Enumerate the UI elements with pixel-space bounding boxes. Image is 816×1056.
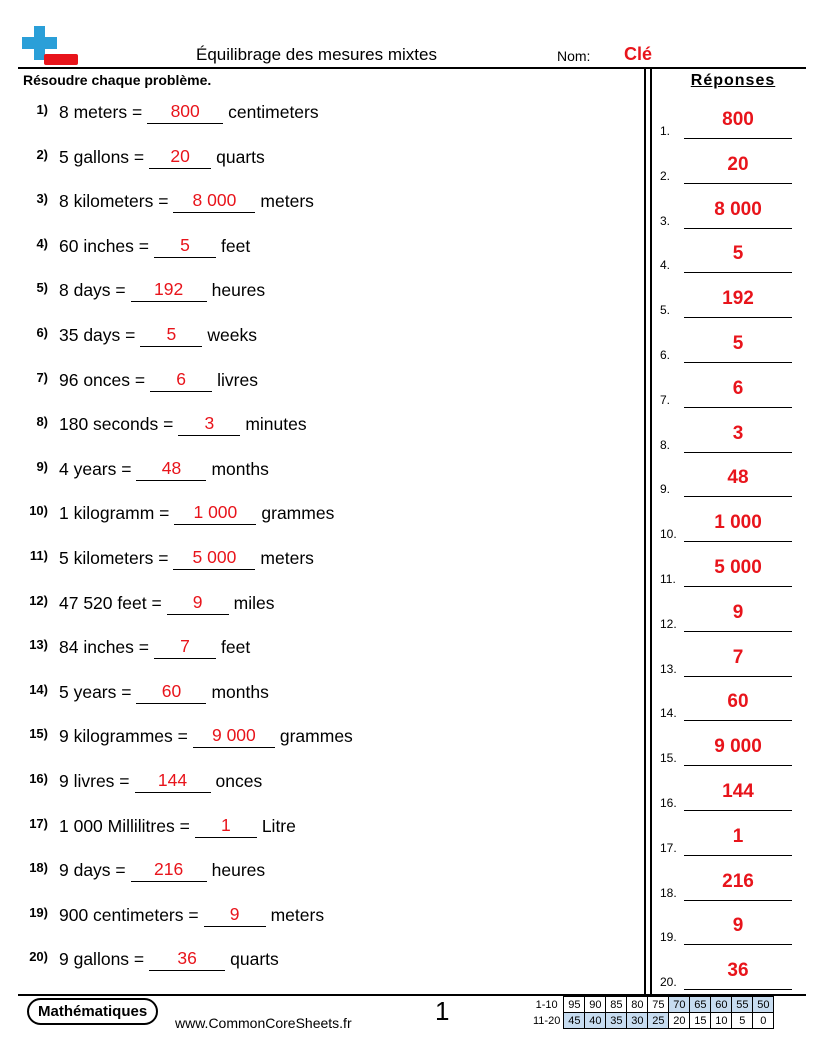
score-row <box>530 1013 774 1029</box>
problem-answer-blank: 5 <box>154 235 216 258</box>
answer-row <box>660 547 792 587</box>
problem-answer-blank: 5 000 <box>173 547 255 570</box>
problem-unit: heures <box>211 860 266 881</box>
answer-row <box>660 861 792 901</box>
answer-number: 3. <box>660 213 671 228</box>
problem-number: 11) <box>29 548 48 563</box>
problem-unit: heures <box>211 280 266 301</box>
answer-value: 1 000 <box>684 511 792 542</box>
problem-unit: centimeters <box>228 102 319 122</box>
problem-unit: feet <box>221 637 251 658</box>
score-row <box>530 997 774 1013</box>
answer-value: 1 <box>684 825 792 856</box>
score-cell: 50 <box>753 997 774 1013</box>
problem-unit: Litre <box>261 815 296 836</box>
problem-row <box>18 815 296 845</box>
score-row-label: 11-20 <box>533 1014 561 1027</box>
problem-given: 9 livres = <box>59 771 130 791</box>
answer-row <box>660 323 792 363</box>
answer-row <box>660 413 792 453</box>
answer-value: 20 <box>684 153 792 184</box>
problem-number: 6) <box>36 325 48 340</box>
problem-number: 3) <box>36 191 48 207</box>
subject-badge: Mathématiques <box>27 998 158 1025</box>
answer-number: 7. <box>660 392 671 407</box>
problem-row <box>18 458 269 488</box>
score-cell: 65 <box>690 997 711 1013</box>
problem-answer-blank: 9 <box>204 904 266 927</box>
answer-row <box>660 816 792 856</box>
problem-unit: meters <box>270 904 325 925</box>
answer-number: 13. <box>660 661 677 676</box>
problem-answer-blank: 36 <box>149 948 225 971</box>
score-cell: 10 <box>711 1013 732 1029</box>
problem-unit: months <box>211 458 269 479</box>
problem-row <box>18 413 307 443</box>
problem-given: 35 days = <box>59 325 136 345</box>
answer-number: 17. <box>660 840 677 855</box>
problem-number: 4) <box>36 235 48 251</box>
problem-given: 9 gallons = <box>59 949 145 970</box>
answer-number: 1. <box>660 124 671 138</box>
score-table <box>530 996 774 1029</box>
problem-answer-blank: 20 <box>149 146 211 169</box>
problem-unit: onces <box>215 771 263 791</box>
score-cell: 40 <box>585 1013 606 1029</box>
answer-number: 15. <box>660 751 677 766</box>
score-cell: 25 <box>648 1013 669 1029</box>
problem-unit: months <box>211 681 269 702</box>
score-cell: 75 <box>648 997 669 1013</box>
problem-number: 17) <box>29 815 48 831</box>
problem-unit: grammes <box>261 503 335 524</box>
problem-number: 5) <box>36 280 48 296</box>
score-cell: 0 <box>753 1013 774 1029</box>
problem-unit: meters <box>260 191 314 212</box>
answer-number: 14. <box>660 706 677 721</box>
problem-row <box>18 770 262 800</box>
score-cell: 30 <box>627 1013 648 1029</box>
problem-given: 8 kilometers = <box>59 191 169 212</box>
problem-number: 14) <box>29 681 48 697</box>
answer-row <box>660 681 792 721</box>
answer-number: 2. <box>660 168 671 183</box>
problem-number: 10) <box>29 503 48 519</box>
answer-number: 19. <box>660 930 677 945</box>
problem-row <box>18 101 319 131</box>
answer-value: 9 <box>684 601 792 632</box>
name-label: Nom: <box>557 48 591 64</box>
problem-row <box>18 681 269 711</box>
problem-number: 13) <box>29 637 48 653</box>
score-cell: 95 <box>564 997 585 1013</box>
problem-number: 8) <box>36 414 48 430</box>
problem-number: 7) <box>36 369 48 385</box>
answer-value: 6 <box>684 377 792 408</box>
answer-number: 8. <box>660 437 671 452</box>
problem-answer-blank: 48 <box>136 458 206 481</box>
answer-number: 12. <box>660 616 677 631</box>
problem-answer-blank: 144 <box>135 770 211 793</box>
answer-value: 800 <box>684 108 792 139</box>
answer-row <box>660 368 792 408</box>
plus-minus-icon <box>22 26 80 68</box>
problem-number: 18) <box>29 860 48 876</box>
problem-row <box>18 547 314 577</box>
answer-row <box>660 905 792 945</box>
answer-row <box>660 189 792 229</box>
site-url: www.CommonCoreSheets.fr <box>175 1015 352 1031</box>
name-value: Clé <box>624 44 653 64</box>
problem-number: 15) <box>29 726 48 742</box>
problem-answer-blank: 1 <box>195 815 257 838</box>
answer-number: 9. <box>660 482 671 497</box>
score-cell: 45 <box>564 1013 585 1029</box>
answer-number: 4. <box>660 258 671 273</box>
answer-row <box>660 592 792 632</box>
problem-unit: livres <box>217 369 258 390</box>
answer-value: 48 <box>684 466 792 497</box>
answer-value: 9 <box>684 914 792 945</box>
answer-value: 36 <box>684 959 792 990</box>
problem-answer-blank: 60 <box>136 681 206 704</box>
problem-row <box>18 636 250 666</box>
problem-answer-blank: 9 000 <box>193 725 275 748</box>
score-cell: 5 <box>732 1013 753 1029</box>
score-cell: 60 <box>711 997 732 1013</box>
problem-given: 84 inches = <box>59 637 149 658</box>
problem-row <box>18 190 314 220</box>
problem-row <box>18 324 257 354</box>
answer-value: 5 <box>684 332 792 363</box>
answer-number: 18. <box>660 885 677 900</box>
problem-answer-blank: 1 000 <box>174 502 256 525</box>
score-row-label: 1-10 <box>535 998 558 1011</box>
problem-given: 8 days = <box>59 280 126 301</box>
problem-number: 12) <box>29 592 48 608</box>
page-number: 1 <box>435 996 450 1026</box>
problem-answer-blank: 800 <box>147 101 223 124</box>
problem-given: 96 onces = <box>59 369 146 390</box>
answer-row <box>660 278 792 318</box>
problem-given: 4 years = <box>59 458 132 479</box>
score-cell: 35 <box>606 1013 627 1029</box>
answer-value: 3 <box>684 422 792 453</box>
score-cell: 20 <box>669 1013 690 1029</box>
score-cell: 90 <box>585 997 606 1013</box>
problem-given: 5 years = <box>59 681 132 702</box>
problem-number: 2) <box>36 146 48 162</box>
answer-row <box>660 99 792 139</box>
problem-unit: quarts <box>216 146 265 167</box>
answer-number: 6. <box>660 348 671 362</box>
answer-value: 5 000 <box>684 556 792 587</box>
problem-row <box>18 235 250 265</box>
answers-title: Réponses <box>690 72 776 89</box>
problem-given: 5 kilometers = <box>59 548 169 568</box>
problem-given: 900 centimeters = <box>59 904 199 925</box>
problem-row <box>18 592 275 622</box>
answer-value: 9 000 <box>684 735 792 766</box>
answer-number: 10. <box>660 527 677 542</box>
problem-row <box>18 146 265 176</box>
header-rule <box>18 67 806 69</box>
problem-given: 5 gallons = <box>59 146 145 167</box>
problem-unit: weeks <box>207 325 257 345</box>
answer-value: 192 <box>684 287 792 318</box>
problem-row <box>18 725 353 755</box>
problem-number: 16) <box>29 771 48 786</box>
problem-unit: meters <box>260 548 314 568</box>
problem-number: 9) <box>36 458 48 474</box>
problem-given: 8 meters = <box>59 102 143 122</box>
problem-row <box>18 279 265 309</box>
score-cell: 85 <box>606 997 627 1013</box>
answer-number: 5. <box>660 303 671 318</box>
answer-value: 5 <box>684 242 792 273</box>
problem-unit: quarts <box>230 949 279 970</box>
problem-row <box>18 948 279 978</box>
problem-row <box>18 904 324 934</box>
answer-row <box>660 726 792 766</box>
column-divider <box>644 69 646 994</box>
problem-number: 1) <box>36 102 48 117</box>
problem-answer-blank: 192 <box>131 279 207 302</box>
problem-number: 19) <box>29 904 48 920</box>
problem-given: 1 000 Millilitres = <box>59 815 190 836</box>
problem-unit: feet <box>221 235 251 256</box>
score-cell: 70 <box>669 997 690 1013</box>
problem-given: 180 seconds = <box>59 414 174 435</box>
problem-row <box>18 502 334 532</box>
problem-given: 60 inches = <box>59 235 149 256</box>
column-divider <box>650 69 652 994</box>
answer-row <box>660 457 792 497</box>
problem-row <box>18 859 265 889</box>
answer-value: 216 <box>684 870 792 901</box>
answer-number: 20. <box>660 975 677 990</box>
answer-row <box>660 502 792 542</box>
answer-number: 16. <box>660 796 677 810</box>
problem-given: 9 kilogrammes = <box>59 726 188 747</box>
answer-row <box>660 637 792 677</box>
instructions: Résoudre chaque problème. <box>23 72 212 88</box>
answer-row <box>660 144 792 184</box>
score-cell: 80 <box>627 997 648 1013</box>
problem-answer-blank: 7 <box>154 636 216 659</box>
answer-value: 60 <box>684 690 792 721</box>
problem-answer-blank: 216 <box>131 859 207 882</box>
problem-answer-blank: 6 <box>150 369 212 392</box>
answer-number: 11. <box>660 572 676 586</box>
answer-row <box>660 950 792 990</box>
problem-given: 1 kilogramm = <box>59 503 170 524</box>
problem-row <box>18 369 258 399</box>
problem-given: 9 days = <box>59 860 126 881</box>
problem-answer-blank: 3 <box>178 413 240 436</box>
answer-row <box>660 771 792 811</box>
answer-value: 144 <box>684 780 792 811</box>
answer-row <box>660 233 792 273</box>
problem-unit: miles <box>233 592 275 613</box>
answer-value: 7 <box>684 646 792 677</box>
answer-value: 8 000 <box>684 198 792 229</box>
problem-answer-blank: 8 000 <box>173 190 255 213</box>
problem-unit: minutes <box>245 414 307 435</box>
problem-number: 20) <box>29 949 48 965</box>
score-cell: 55 <box>732 997 753 1013</box>
problem-unit: grammes <box>279 726 353 747</box>
problem-answer-blank: 9 <box>167 592 229 615</box>
worksheet-title: Équilibrage des mesures mixtes <box>196 45 437 64</box>
problem-answer-blank: 5 <box>140 324 202 347</box>
problem-given: 47 520 feet = <box>59 592 162 613</box>
score-cell: 15 <box>690 1013 711 1029</box>
